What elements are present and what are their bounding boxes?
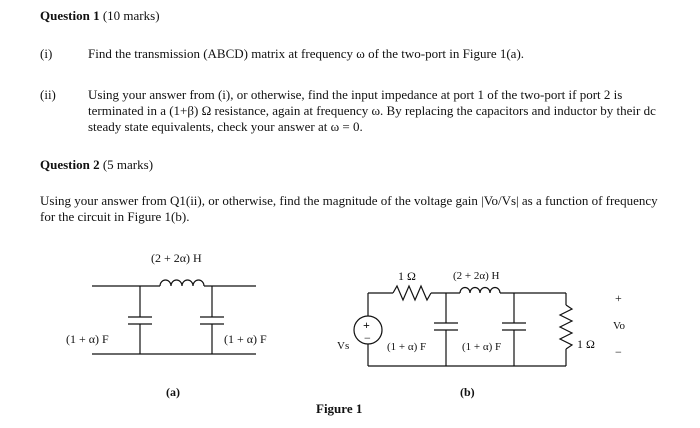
resistor-load-label: 1 Ω [577,337,595,351]
capacitor-b-right-label: (1 + α) F [462,341,502,353]
q1-part-i-number: (i) [40,46,53,61]
circuit-b [354,286,572,366]
resistor-load-symbol [560,305,572,349]
q1-part-ii-text: Using your answer from (i), or otherwise, find the input impedance at port 1 of the two-port if port 2 is terminated in a (1+β) Ω resistance, again at frequency ω. By replacing the capacitors and inductor by their dc steady state equivalents, check your answer at ω = 0. [88,87,656,134]
source-minus-sign: − [364,331,371,345]
vo-minus-sign: − [615,345,622,359]
capacitor-b-left-label: (1 + α) F [387,341,427,353]
q1-part-i-text: Find the transmission (ABCD) matrix at frequency ω of the two-port in Figure 1(a). [88,46,525,61]
figure-caption: Figure 1 [316,401,363,416]
figure-b-label: (b) [460,385,475,399]
q1-heading: Question 1 [40,8,100,23]
inductor-a-symbol [160,280,204,286]
figure-a-label: (a) [166,385,180,399]
vo-plus-sign: + [615,291,622,305]
q1-marks: (10 marks) [99,8,160,23]
capacitor-a-left-label: (1 + α) F [66,332,109,346]
resistor-series-symbol [393,286,431,300]
inductor-b-symbol [460,288,500,294]
q2-marks: (5 marks) [99,157,154,172]
source-plus-sign: + [363,318,370,332]
source-label: Vs [337,340,350,352]
inductor-a-label: (2 + 2α) H [151,251,202,265]
capacitor-a-right-label: (1 + α) F [224,332,267,346]
inductor-b-label: (2 + 2α) H [453,270,500,282]
q2-text: Using your answer from Q1(ii), or otherwise, find the magnitude of the voltage gain |Vo/Vs| as a function of frequency for the circuit in Figure 1(b). [40,193,658,224]
resistor-series-label: 1 Ω [398,269,416,283]
q1-part-ii-number: (ii) [40,87,56,102]
vo-label: Vo [613,320,626,332]
q2-heading: Question 2 [40,157,100,172]
